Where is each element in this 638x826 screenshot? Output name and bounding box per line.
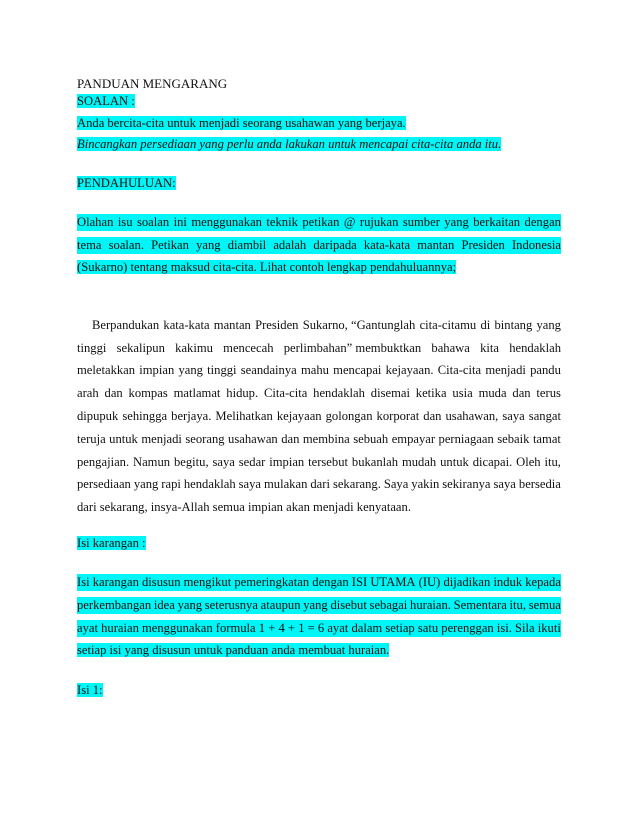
- word: menjadi: [141, 432, 182, 446]
- word: saya: [238, 477, 262, 491]
- word: usahawan,: [445, 409, 499, 423]
- word: rapi: [161, 477, 181, 491]
- word: dan: [423, 409, 442, 423]
- word: persediaan: [77, 477, 131, 491]
- word: Berpandukan: [92, 318, 160, 332]
- word: membina: [302, 432, 350, 446]
- word: mantan: [417, 238, 455, 252]
- word: UTAMA: [370, 575, 416, 589]
- word: Isi: [77, 575, 90, 589]
- word: Namun: [133, 455, 171, 469]
- word: arah: [77, 386, 99, 400]
- word: disemai: [370, 386, 410, 400]
- word: cita-citamu: [419, 318, 477, 332]
- word: hendaklah: [509, 341, 561, 355]
- word: huraian: [101, 621, 139, 635]
- word: isi.: [496, 621, 512, 635]
- contoh-line-5: [77, 408, 561, 425]
- word: kata-kata: [163, 318, 210, 332]
- word: usahawan: [228, 432, 278, 446]
- word: teruja: [77, 432, 106, 446]
- word: diambil: [227, 238, 267, 252]
- pendahuluan-label: PENDAHULUAN:: [77, 176, 176, 190]
- word: Presiden: [255, 318, 299, 332]
- word: yang: [177, 598, 203, 612]
- word: Oleh: [516, 455, 541, 469]
- word: perkembangan: [77, 598, 152, 612]
- word: sebagai: [369, 598, 408, 612]
- word: impian: [269, 455, 305, 469]
- isi-1-label: Isi 1:: [77, 683, 103, 697]
- word: dan: [512, 386, 531, 400]
- word: hendaklah: [183, 477, 236, 491]
- word: terus: [536, 386, 561, 400]
- word: bukanlah: [351, 455, 399, 469]
- word: ketika: [415, 386, 447, 400]
- word: untuk: [440, 455, 469, 469]
- word: kejayaan: [276, 409, 322, 423]
- word: perniagaan: [438, 432, 494, 446]
- word: Sila: [515, 621, 535, 635]
- word: yakin: [411, 477, 440, 491]
- word: pandu: [530, 363, 561, 377]
- isi-karangan-line-3: [77, 620, 561, 637]
- isi-karangan-label: Isi karangan :: [77, 536, 146, 550]
- word: pemeringkatan: [234, 575, 310, 589]
- word: huraian.: [410, 598, 451, 612]
- contoh-line-7: [77, 454, 561, 471]
- word: mulakan: [264, 477, 308, 491]
- word: berjaya.: [171, 409, 212, 423]
- word: idea: [153, 598, 175, 612]
- word: Presiden: [461, 238, 505, 252]
- word: setiap: [385, 621, 415, 635]
- isi-karangan-line-1: [77, 574, 561, 591]
- word: golongan: [325, 409, 373, 423]
- word: mengikut: [183, 575, 232, 589]
- word: ikuti: [537, 621, 561, 635]
- word: saya: [502, 409, 525, 423]
- word: kakimu: [175, 341, 213, 355]
- word: itu,: [544, 455, 561, 469]
- soalan-line-2: Bincangkan persediaan yang perlu anda lakukan untuk mencapai cita-cita anda itu.: [77, 137, 502, 151]
- word: ataupun: [260, 598, 301, 612]
- word: soalan.: [108, 238, 144, 252]
- word: meletakkan: [77, 363, 136, 377]
- contoh-line-6: [77, 431, 561, 448]
- word: mudah: [401, 455, 437, 469]
- word: daripada: [313, 238, 357, 252]
- word: dalam: [351, 621, 383, 635]
- soalan-label: SOALAN :: [77, 94, 135, 108]
- word: berkaitan: [473, 215, 521, 229]
- word: saya: [493, 477, 516, 491]
- contoh-line-1: [92, 317, 561, 334]
- word: soalan: [136, 215, 170, 229]
- word: sekalipun: [116, 341, 165, 355]
- word: sedar: [238, 455, 266, 469]
- word: perlimbahan” membuktkan: [283, 341, 422, 355]
- word: kata-kata: [363, 238, 411, 252]
- word: yang: [303, 598, 328, 612]
- word: dijadikan: [443, 575, 491, 589]
- word: sumber: [402, 215, 440, 229]
- word: korporat: [376, 409, 420, 423]
- word: satu: [417, 621, 439, 635]
- word: usia: [452, 386, 473, 400]
- word: ISI: [351, 575, 368, 589]
- word: mantan: [213, 318, 251, 332]
- word: empayar: [391, 432, 436, 446]
- word: yang: [536, 318, 561, 332]
- word: kejayaan.: [385, 363, 434, 377]
- isi-karangan-line-4: setiap isi yang disusun untuk panduan anda membuat huraian.: [77, 643, 390, 657]
- word: menjadi: [485, 363, 526, 377]
- isi-karangan-line-2: [77, 597, 561, 614]
- word: dipupuk: [77, 409, 119, 423]
- word: sekiranya: [442, 477, 491, 491]
- word: tema: [77, 238, 102, 252]
- word: begitu,: [173, 455, 209, 469]
- word: mencecah: [223, 341, 274, 355]
- word: kepada: [525, 575, 561, 589]
- word: seandainya: [240, 363, 297, 377]
- word: Petikan: [151, 238, 189, 252]
- contoh-line-8: [77, 476, 561, 493]
- word: yang: [444, 215, 469, 229]
- word: pengajian.: [77, 455, 130, 469]
- word: Sementara: [453, 598, 507, 612]
- word: hidup.: [226, 386, 259, 400]
- word: perenggan: [441, 621, 494, 635]
- word: kita: [480, 341, 499, 355]
- word: sangat: [528, 409, 561, 423]
- word: kompas: [128, 386, 168, 400]
- word: bintang: [494, 318, 533, 332]
- word: seterusnya: [204, 598, 258, 612]
- word: tersebut: [308, 455, 348, 469]
- word: @: [343, 215, 356, 229]
- word: dicapai.: [472, 455, 513, 469]
- word: tinggi: [77, 341, 107, 355]
- word: formula 1 + 4 + 1 = 6 ayat: [215, 621, 349, 635]
- word: yang: [196, 238, 221, 252]
- word: dan: [281, 432, 300, 446]
- word: mahu: [300, 363, 329, 377]
- word: muda: [478, 386, 507, 400]
- word: yang: [178, 363, 203, 377]
- word: petikan: [302, 215, 340, 229]
- word: dan: [104, 386, 123, 400]
- word: hendaklah: [313, 386, 365, 400]
- word: menggunakan: [191, 215, 262, 229]
- word: Melihatkan: [215, 409, 273, 423]
- word: sehingga: [122, 409, 168, 423]
- contoh-line-4: [77, 385, 561, 402]
- pendahuluan-line-3: (Sukarno) tentang maksud cita-cita. Lihat contoh lengkap pendahuluannya;: [77, 260, 457, 274]
- word: saya: [212, 455, 235, 469]
- pendahuluan-line-2: [77, 237, 561, 254]
- word: Saya: [383, 477, 409, 491]
- word: seorang: [185, 432, 225, 446]
- contoh-line-2: [77, 340, 561, 357]
- word: tamat: [532, 432, 561, 446]
- word: dengan: [312, 575, 349, 589]
- word: di: [480, 318, 491, 332]
- word: adalah: [273, 238, 307, 252]
- word: impian: [139, 363, 175, 377]
- word: teknik: [266, 215, 298, 229]
- word: menggunakan: [142, 621, 213, 635]
- word: ini: [173, 215, 187, 229]
- word: sebaik: [497, 432, 530, 446]
- word: mencapai: [333, 363, 382, 377]
- soalan-line-1: Anda bercita-cita untuk menjadi seorang usahawan yang berjaya.: [77, 116, 406, 130]
- word: karangan: [92, 575, 139, 589]
- word: induk: [493, 575, 523, 589]
- word: rujukan: [359, 215, 399, 229]
- word: sekarang.: [332, 477, 381, 491]
- word: isu: [117, 215, 133, 229]
- word: disebut: [330, 598, 367, 612]
- word: bahawa: [431, 341, 470, 355]
- word: yang: [133, 477, 159, 491]
- word: Olahan: [77, 215, 114, 229]
- word: tinggi: [207, 363, 237, 377]
- word: bersedia: [518, 477, 561, 491]
- word: dengan: [524, 215, 561, 229]
- word: sebuah: [353, 432, 389, 446]
- word: Cita-cita: [263, 386, 308, 400]
- word: untuk: [109, 432, 138, 446]
- word: Cita-cita: [437, 363, 482, 377]
- contoh-line-9: dari sekarang, insya-Allah semua impian akan menjadi kenyataan.: [77, 500, 411, 514]
- word: Sukarno, “Gantunglah: [302, 318, 416, 332]
- word: matlamat: [173, 386, 221, 400]
- word: itu,: [509, 598, 526, 612]
- pendahuluan-line-1: [77, 214, 561, 231]
- word: ayat: [77, 621, 98, 635]
- document-title: PANDUAN MENGARANG: [77, 76, 228, 91]
- word: semua: [528, 598, 561, 612]
- word: dari: [310, 477, 330, 491]
- contoh-line-3: [77, 362, 561, 379]
- word: Indonesia: [511, 238, 561, 252]
- word: (IU): [418, 575, 441, 589]
- word: disusun: [142, 575, 181, 589]
